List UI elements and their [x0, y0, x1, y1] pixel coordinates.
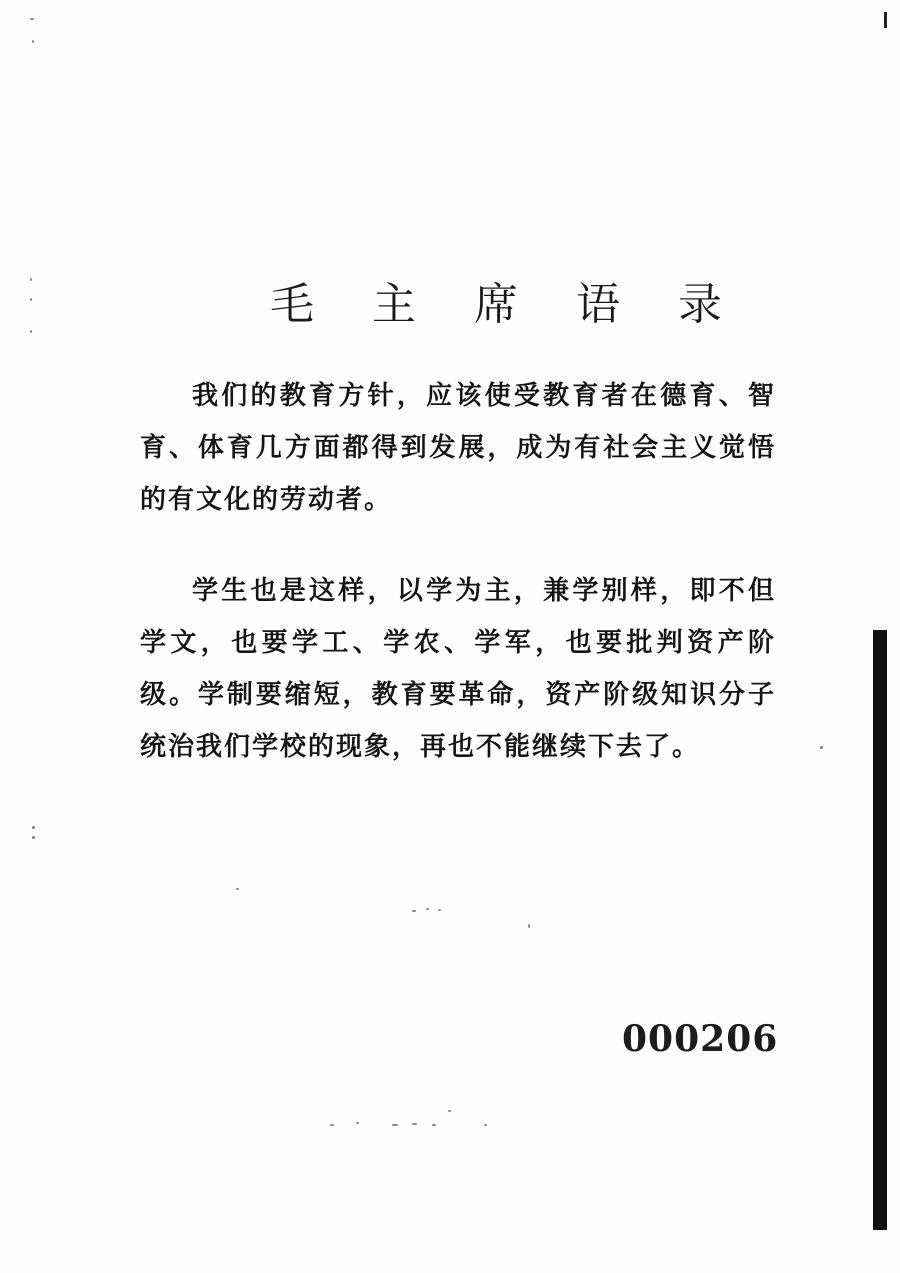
scan-speck [412, 910, 416, 912]
scan-speck [412, 1123, 417, 1125]
scan-speck [392, 1124, 398, 1126]
scan-speck [426, 908, 429, 910]
scan-speck [432, 1124, 436, 1126]
scan-speck [820, 746, 823, 749]
scan-speck [330, 1124, 334, 1126]
scan-speck [32, 826, 35, 829]
scan-speck [448, 1110, 451, 1112]
scan-speck [32, 40, 34, 43]
scan-speck [30, 18, 34, 20]
scan-speck [30, 278, 32, 281]
scan-speck [30, 330, 32, 333]
scan-speck [528, 924, 530, 928]
page-title: 毛 主 席 语 录 [270, 279, 744, 330]
scan-speck [30, 298, 32, 301]
scan-speck [32, 836, 35, 839]
scan-speck [438, 909, 441, 911]
quote-paragraph-1: 我们的教育方针，应该使受教育者在德育、智育、体育几方面都得到发展，成为有社会主义觉悟的有文化的劳动者。 [140, 381, 776, 515]
scan-speck [484, 1124, 487, 1126]
scan-edge-mark [884, 12, 887, 28]
scan-speck [236, 888, 239, 890]
quote-paragraph-2: 学生也是这样，以学为主，兼学别样，即不但学文，也要学工、学农、学军，也要批判资产阶级。学制要缩短，教育要革命，资产阶级知识分子统治我们学校的现象，再也不能继续下去了。 [140, 576, 776, 762]
serial-number-stamp: 000206 [622, 1018, 779, 1060]
scan-speck [356, 1122, 359, 1124]
scan-edge-shadow [873, 630, 887, 1230]
